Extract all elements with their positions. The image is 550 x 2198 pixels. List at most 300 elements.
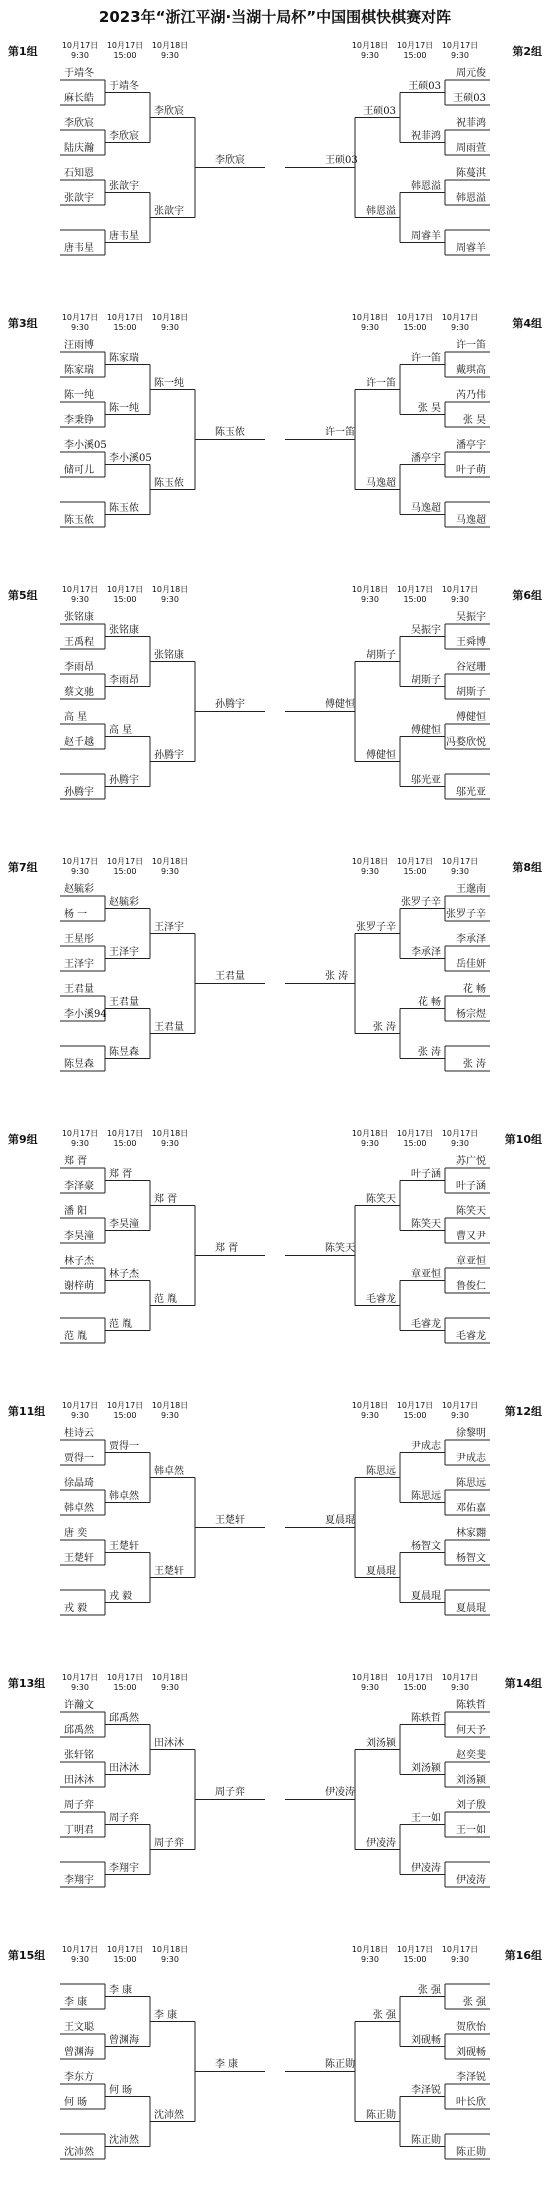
- player-name: 伊凌涛: [411, 1862, 441, 1874]
- round-time: 9:30: [71, 1955, 89, 1964]
- round-time: 9:30: [361, 595, 379, 604]
- round-time: 15:00: [403, 1139, 427, 1148]
- round-time: 9:30: [361, 1683, 379, 1692]
- player-name: 王硕03: [363, 105, 396, 117]
- group-label: 第6组: [512, 589, 542, 602]
- round-date: 10月18日: [351, 313, 389, 322]
- player-name: 陈思远: [456, 1478, 486, 1489]
- round-time: 15:00: [403, 595, 427, 604]
- player-name: 潘亭宇: [456, 440, 486, 451]
- player-name: 李欣宸: [64, 118, 94, 129]
- player-name: 唐韦星: [64, 243, 94, 254]
- round-time: 9:30: [361, 867, 379, 876]
- round-time: 9:30: [161, 1411, 179, 1420]
- player-name: 田沐沐: [64, 1775, 94, 1786]
- player-name: 吴振宇: [411, 624, 441, 636]
- player-name: 范 胤: [154, 1293, 178, 1305]
- player-name: 潘亭宇: [411, 452, 441, 464]
- round-date: 10月17日: [106, 1129, 144, 1138]
- player-name: 田沐沐: [109, 1762, 139, 1774]
- player-name: 陆庆瀚: [64, 143, 94, 154]
- player-name: 贾得一: [109, 1440, 139, 1452]
- player-name: 王一如: [456, 1825, 486, 1836]
- group-winner: 陈正勋: [325, 2058, 355, 2070]
- player-name: 胡斯子: [366, 649, 396, 661]
- player-name: 陈昱森: [64, 1059, 94, 1070]
- player-name: 邬光亚: [456, 787, 486, 798]
- player-name: 王楚轩: [64, 1553, 94, 1564]
- player-name: 夏晨琨: [411, 1590, 441, 1602]
- player-name: 韩恩溢: [366, 205, 396, 217]
- group-winner: 郑 胥: [215, 1242, 239, 1254]
- round-time: 9:30: [71, 1683, 89, 1692]
- player-name: 傅健恒: [411, 724, 441, 736]
- player-name: 陈蔓淇: [456, 168, 486, 179]
- group-winner: 陈玉侬: [215, 426, 245, 438]
- player-name: 戴琪高: [456, 365, 486, 376]
- round-time: 9:30: [71, 1139, 89, 1148]
- player-name: 邓佑嘉: [456, 1503, 486, 1514]
- player-name: 伊凌涛: [366, 1837, 396, 1849]
- group-winner: 周子弈: [215, 1786, 245, 1798]
- round-date: 10月17日: [61, 41, 99, 50]
- player-name: 陈笑天: [411, 1218, 441, 1230]
- group-winner: 王君量: [215, 970, 245, 982]
- player-name: 张铭康: [64, 612, 94, 623]
- round-time: 9:30: [361, 1955, 379, 1964]
- player-name: 范 胤: [64, 1331, 88, 1342]
- round-date: 10月17日: [61, 1129, 99, 1138]
- player-name: 许瀚文: [64, 1700, 94, 1711]
- player-name: 戎 毅: [109, 1590, 133, 1602]
- player-name: 毛睿龙: [456, 1331, 486, 1342]
- round-time: 9:30: [71, 595, 89, 604]
- player-name: 王泽宇: [64, 959, 94, 970]
- player-name: 赵毓彩: [109, 896, 139, 908]
- player-name: 徐晶琦: [64, 1478, 94, 1489]
- player-name: 鲁俊仁: [456, 1281, 486, 1292]
- round-date: 10月17日: [106, 1945, 144, 1954]
- player-name: 尹成志: [456, 1453, 486, 1464]
- round-time: 9:30: [451, 1411, 469, 1420]
- player-name: 麻长皓: [64, 93, 94, 104]
- player-name: 李雨昂: [64, 662, 94, 673]
- player-name: 谷冠珊: [456, 662, 486, 673]
- player-name: 韩恩溢: [411, 180, 441, 192]
- player-name: 夏晨琨: [456, 1603, 486, 1614]
- player-name: 贺欣怡: [456, 2022, 486, 2033]
- group-label: 第12组: [504, 1405, 542, 1418]
- player-name: 李小溪05: [64, 440, 107, 451]
- player-name: 李昊潼: [64, 1231, 94, 1242]
- player-name: 曹又尹: [456, 1231, 486, 1242]
- player-name: 毛睿龙: [366, 1293, 396, 1305]
- player-name: 李承泽: [411, 946, 441, 958]
- player-name: 章亚恒: [456, 1256, 486, 1267]
- round-time: 9:30: [451, 51, 469, 60]
- player-name: 贾得一: [64, 1453, 94, 1464]
- player-name: 傅健恒: [456, 712, 486, 723]
- player-name: 徐黎明: [456, 1428, 486, 1439]
- player-name: 田沐沐: [154, 1737, 184, 1749]
- round-date: 10月17日: [396, 1129, 434, 1138]
- player-name: 沈沛然: [109, 2134, 139, 2146]
- group-label: 第8组: [512, 861, 542, 874]
- round-time: 15:00: [113, 1955, 137, 1964]
- player-name: 沈沛然: [64, 2147, 94, 2158]
- round-date: 10月17日: [441, 1129, 479, 1138]
- player-name: 李小溪94: [64, 1009, 107, 1020]
- player-name: 陈思远: [411, 1490, 441, 1502]
- round-date: 10月17日: [61, 857, 99, 866]
- round-date: 10月18日: [351, 1129, 389, 1138]
- player-name: 马逸超: [411, 502, 441, 514]
- player-name: 张 强: [417, 1984, 441, 1996]
- player-name: 杨宗煜: [456, 1009, 486, 1020]
- player-name: 叶子萌: [456, 465, 486, 476]
- round-time: 9:30: [161, 1955, 179, 1964]
- round-time: 9:30: [71, 867, 89, 876]
- round-time: 15:00: [113, 323, 137, 332]
- round-date: 10月18日: [351, 585, 389, 594]
- player-name: 陈玉侬: [154, 477, 184, 489]
- player-name: 李翔宇: [64, 1875, 94, 1886]
- round-time: 15:00: [113, 867, 137, 876]
- player-name: 陈玉侬: [109, 502, 139, 514]
- player-name: 孙腾宇: [154, 749, 184, 761]
- player-name: 伊凌涛: [456, 1875, 486, 1886]
- round-date: 10月17日: [61, 1401, 99, 1410]
- player-name: 叶长欣: [456, 2097, 486, 2108]
- player-name: 林家翾: [456, 1528, 486, 1539]
- player-name: 赵奕斐: [456, 1750, 486, 1761]
- round-time: 15:00: [113, 1139, 137, 1148]
- player-name: 周子弈: [109, 1812, 139, 1824]
- player-name: 唐 奕: [64, 1528, 88, 1539]
- player-name: 蔡文驰: [64, 687, 94, 698]
- player-name: 孙腾宇: [109, 774, 139, 786]
- player-name: 韩卓然: [64, 1503, 94, 1514]
- player-name: 周子弈: [154, 1837, 184, 1849]
- player-name: 李昊潼: [109, 1218, 139, 1230]
- round-date: 10月17日: [106, 1401, 144, 1410]
- player-name: 李雨昂: [109, 674, 139, 686]
- player-name: 王硕03: [408, 80, 441, 92]
- player-name: 李翔宇: [109, 1862, 139, 1874]
- player-name: 周雨萱: [456, 143, 486, 154]
- round-time: 9:30: [361, 1139, 379, 1148]
- round-time: 15:00: [403, 323, 427, 332]
- group-winner: 孙腾宇: [215, 698, 245, 710]
- player-name: 叶子涵: [411, 1168, 441, 1180]
- player-name: 陈正勋: [366, 2109, 396, 2121]
- round-date: 10月17日: [106, 41, 144, 50]
- player-name: 花 畅: [417, 996, 441, 1008]
- player-name: 王星彤: [64, 934, 94, 945]
- round-date: 10月18日: [151, 313, 189, 322]
- round-date: 10月17日: [396, 1673, 434, 1682]
- group-label: 第14组: [504, 1677, 542, 1690]
- round-date: 10月18日: [351, 1673, 389, 1682]
- player-name: 李泽锐: [411, 2084, 441, 2096]
- player-name: 王楚轩: [109, 1540, 139, 1552]
- group-winner: 伊凌涛: [325, 1786, 355, 1798]
- player-name: 张 涛: [372, 1021, 396, 1033]
- player-name: 胡斯子: [411, 674, 441, 686]
- player-name: 陈笑天: [366, 1193, 396, 1205]
- player-name: 张 涛: [462, 1059, 486, 1070]
- round-date: 10月18日: [151, 1129, 189, 1138]
- round-time: 9:30: [161, 1139, 179, 1148]
- round-time: 15:00: [113, 1683, 137, 1692]
- player-name: 陈轶哲: [456, 1700, 486, 1711]
- group-winner: 许一笛: [325, 426, 355, 438]
- player-name: 刘子殷: [456, 1800, 486, 1811]
- player-name: 李东方: [64, 2072, 94, 2083]
- round-date: 10月17日: [106, 585, 144, 594]
- player-name: 吴振宇: [456, 612, 486, 623]
- player-name: 张 涛: [417, 1046, 441, 1058]
- player-name: 叶子涵: [456, 1181, 486, 1192]
- player-name: 桂诗云: [64, 1428, 94, 1439]
- player-name: 陈家瑞: [109, 352, 139, 364]
- player-name: 林子杰: [109, 1268, 139, 1280]
- player-name: 陈轶哲: [411, 1712, 441, 1724]
- player-name: 李欣宸: [109, 130, 139, 142]
- round-date: 10月17日: [61, 1945, 99, 1954]
- round-date: 10月17日: [396, 1945, 434, 1954]
- round-date: 10月17日: [396, 1401, 434, 1410]
- player-name: 孙腾宇: [64, 787, 94, 798]
- player-name: 储可儿: [64, 465, 94, 476]
- round-time: 9:30: [71, 323, 89, 332]
- player-name: 李 康: [64, 1997, 88, 2008]
- round-date: 10月17日: [441, 1945, 479, 1954]
- player-name: 芮乃伟: [456, 390, 486, 401]
- player-name: 丁明君: [64, 1825, 94, 1836]
- round-date: 10月18日: [151, 1401, 189, 1410]
- player-name: 陈一纯: [154, 377, 184, 389]
- group-label: 第15组: [8, 1949, 46, 1962]
- round-date: 10月18日: [351, 1401, 389, 1410]
- player-name: 王文聪: [64, 2022, 94, 2033]
- round-date: 10月17日: [106, 857, 144, 866]
- player-name: 郑 胥: [64, 1156, 88, 1167]
- player-name: 陈昱森: [109, 1046, 139, 1058]
- player-name: 韩卓然: [109, 1490, 139, 1502]
- player-name: 王舜博: [456, 637, 486, 648]
- player-name: 李 康: [109, 1984, 133, 1996]
- round-date: 10月17日: [61, 1673, 99, 1682]
- player-name: 张铭康: [154, 649, 184, 661]
- round-time: 9:30: [161, 595, 179, 604]
- player-name: 郑 胥: [109, 1168, 133, 1180]
- group-label: 第9组: [8, 1133, 38, 1146]
- player-name: 沈沛然: [154, 2109, 184, 2121]
- round-date: 10月17日: [441, 313, 479, 322]
- round-date: 10月17日: [61, 585, 99, 594]
- player-name: 陈正勋: [456, 2147, 486, 2158]
- group-label: 第2组: [512, 45, 542, 58]
- player-name: 王硕03: [453, 93, 486, 104]
- player-name: 王邈南: [456, 884, 486, 895]
- round-date: 10月18日: [351, 1945, 389, 1954]
- player-name: 何 旸: [64, 2097, 88, 2108]
- player-name: 张罗子辛: [356, 921, 396, 933]
- player-name: 郑 胥: [154, 1193, 178, 1205]
- round-time: 9:30: [161, 867, 179, 876]
- player-name: 李泽豪: [64, 1181, 94, 1192]
- group-winner: 王楚轩: [215, 1514, 245, 1526]
- group-label: 第5组: [8, 589, 38, 602]
- round-date: 10月17日: [441, 857, 479, 866]
- player-name: 谢梓萌: [64, 1281, 94, 1292]
- player-name: 杨 一: [64, 909, 88, 920]
- group-winner: 张 涛: [325, 970, 349, 982]
- player-name: 石知恩: [64, 168, 94, 179]
- round-time: 15:00: [403, 51, 427, 60]
- round-time: 9:30: [71, 1411, 89, 1420]
- player-name: 王君量: [109, 996, 139, 1008]
- player-name: 王泽宇: [154, 921, 184, 933]
- player-name: 范 胤: [109, 1318, 133, 1330]
- group-winner: 傅健恒: [325, 698, 355, 710]
- round-date: 10月17日: [441, 41, 479, 50]
- group-winner: 李 康: [215, 2058, 239, 2070]
- player-name: 赵千越: [64, 737, 94, 748]
- player-name: 李 康: [154, 2009, 178, 2021]
- group-label: 第4组: [512, 317, 542, 330]
- round-time: 9:30: [451, 1955, 469, 1964]
- player-name: 苏广悦: [456, 1156, 486, 1167]
- player-name: 于靖冬: [64, 68, 94, 79]
- round-date: 10月18日: [151, 585, 189, 594]
- group-winner: 陈笑天: [325, 1242, 355, 1254]
- round-date: 10月17日: [396, 313, 434, 322]
- player-name: 林子杰: [64, 1256, 94, 1267]
- group-label: 第11组: [8, 1405, 46, 1418]
- player-name: 张歆宇: [154, 205, 184, 217]
- player-name: 冯婺欣悦: [446, 737, 486, 748]
- player-name: 岳佳妍: [456, 959, 486, 970]
- player-name: 邱禹然: [64, 1725, 94, 1736]
- player-name: 潘 阳: [64, 1206, 88, 1217]
- round-date: 10月17日: [441, 1401, 479, 1410]
- player-name: 陈一纯: [109, 402, 139, 414]
- round-time: 15:00: [113, 595, 137, 604]
- round-time: 9:30: [451, 323, 469, 332]
- player-name: 陈正勋: [411, 2134, 441, 2146]
- round-date: 10月18日: [151, 41, 189, 50]
- round-time: 9:30: [71, 51, 89, 60]
- player-name: 张 强: [462, 1997, 486, 2008]
- round-date: 10月17日: [106, 1673, 144, 1682]
- player-name: 毛睿龙: [411, 1318, 441, 1330]
- round-date: 10月18日: [151, 857, 189, 866]
- round-date: 10月18日: [151, 1673, 189, 1682]
- player-name: 周元俊: [456, 68, 486, 79]
- round-time: 15:00: [403, 1683, 427, 1692]
- player-name: 刘汤颍: [456, 1775, 486, 1786]
- player-name: 李秉铮: [64, 415, 94, 426]
- player-name: 王泽宇: [109, 946, 139, 958]
- player-name: 周睿羊: [411, 230, 441, 242]
- player-name: 陈笑天: [456, 1206, 486, 1217]
- round-time: 9:30: [361, 1411, 379, 1420]
- player-name: 王一如: [411, 1812, 441, 1824]
- group-winner: 王硕03: [325, 154, 358, 166]
- round-time: 9:30: [161, 323, 179, 332]
- player-name: 李小溪05: [109, 452, 152, 464]
- player-name: 戎 毅: [64, 1603, 88, 1614]
- player-name: 张歆宇: [64, 193, 94, 204]
- group-label: 第13组: [8, 1677, 46, 1690]
- player-name: 张 昊: [417, 402, 441, 414]
- round-date: 10月17日: [106, 313, 144, 322]
- round-date: 10月18日: [151, 1945, 189, 1954]
- player-name: 于靖冬: [109, 80, 139, 92]
- round-time: 9:30: [451, 1683, 469, 1692]
- round-time: 9:30: [451, 867, 469, 876]
- player-name: 何 旸: [109, 2084, 133, 2096]
- round-time: 15:00: [113, 1411, 137, 1420]
- round-time: 15:00: [403, 867, 427, 876]
- player-name: 刘汤颍: [411, 1762, 441, 1774]
- player-name: 许一笛: [411, 352, 441, 364]
- round-date: 10月17日: [441, 585, 479, 594]
- player-name: 许一笛: [366, 377, 396, 389]
- group-label: 第3组: [8, 317, 38, 330]
- group-winner: 李欣宸: [215, 154, 245, 166]
- group-label: 第10组: [504, 1133, 542, 1146]
- round-date: 10月17日: [396, 585, 434, 594]
- player-name: 马逸超: [366, 477, 396, 489]
- player-name: 何天予: [456, 1725, 486, 1736]
- round-date: 10月18日: [351, 857, 389, 866]
- player-name: 高 星: [64, 712, 88, 723]
- round-time: 9:30: [361, 51, 379, 60]
- player-name: 章亚恒: [411, 1268, 441, 1280]
- player-name: 汪雨博: [64, 340, 94, 351]
- player-name: 周睿羊: [456, 243, 486, 254]
- player-name: 唐韦星: [109, 230, 139, 242]
- round-time: 9:30: [361, 323, 379, 332]
- round-date: 10月17日: [396, 857, 434, 866]
- player-name: 高 星: [109, 724, 133, 736]
- group-winner: 夏晨琨: [325, 1514, 355, 1526]
- player-name: 杨智文: [456, 1553, 486, 1564]
- player-name: 李泽锐: [456, 2072, 486, 2083]
- player-name: 张歆宇: [109, 180, 139, 192]
- player-name: 王君量: [64, 984, 94, 995]
- player-name: 李欣宸: [154, 105, 184, 117]
- player-name: 李承泽: [456, 934, 486, 945]
- player-name: 傅健恒: [366, 749, 396, 761]
- round-time: 9:30: [451, 1139, 469, 1148]
- player-name: 胡斯子: [456, 687, 486, 698]
- round-date: 10月17日: [396, 41, 434, 50]
- player-name: 张罗子辛: [446, 909, 486, 920]
- round-date: 10月17日: [441, 1673, 479, 1682]
- round-date: 10月18日: [351, 41, 389, 50]
- player-name: 马逸超: [456, 515, 486, 526]
- player-name: 尹成志: [411, 1440, 441, 1452]
- round-time: 15:00: [403, 1411, 427, 1420]
- player-name: 张轩铭: [64, 1750, 94, 1761]
- player-name: 杨智文: [411, 1540, 441, 1552]
- group-label: 第16组: [504, 1949, 542, 1962]
- player-name: 许一笛: [456, 340, 486, 351]
